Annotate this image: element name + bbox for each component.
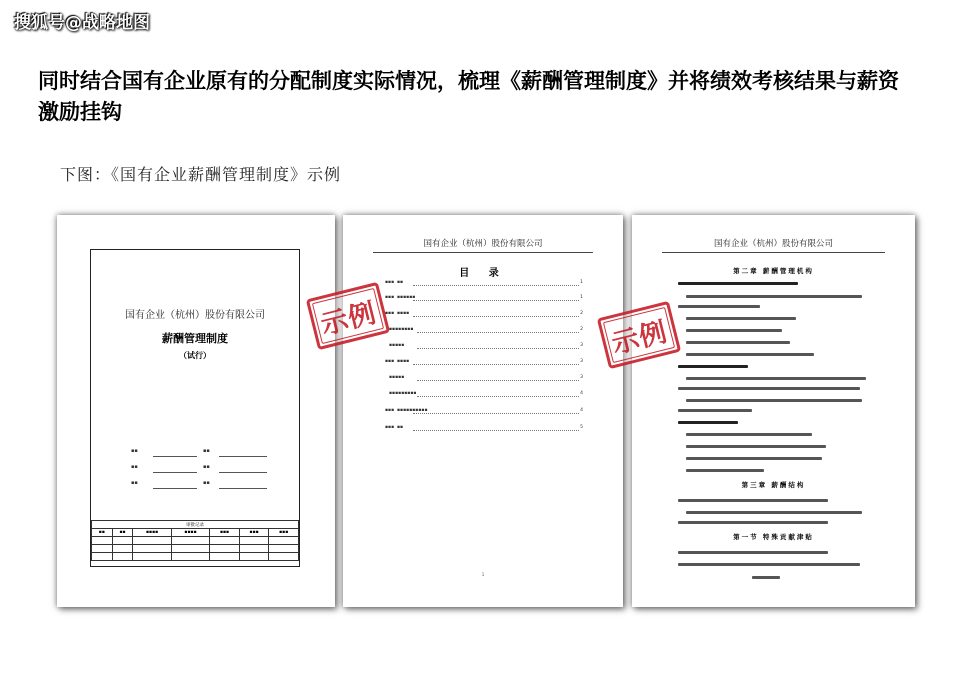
text-line (686, 377, 866, 380)
page-footer (752, 576, 780, 579)
toc-entry: ▪▪▪ ▪▪▪▪ 2 (385, 311, 583, 316)
text-line (678, 409, 752, 412)
text-line (686, 445, 826, 448)
cover-subtitle: （试行） (179, 350, 211, 360)
document-page-body (632, 215, 915, 607)
toc-entry: ▪▪▪▪▪ 3 (389, 343, 583, 348)
text-line (686, 457, 822, 460)
section-heading: 第三章 薪酬结构 (741, 481, 806, 489)
text-line (678, 421, 738, 424)
toc-entry: ▪▪▪ ▪▪▪▪▪▪▪▪▪▪ 4 (385, 408, 583, 413)
toc-entry: ▪▪▪▪▪▪▪▪▪ 4 (389, 391, 583, 396)
text-line (686, 317, 796, 320)
text-line (686, 329, 782, 332)
text-line (678, 551, 828, 554)
text-line (686, 511, 862, 514)
text-line (678, 521, 828, 524)
section-heading: 第二章 薪酬管理机构 (733, 267, 814, 275)
text-line (686, 353, 814, 356)
page-header: 国有企业（杭州）股份有限公司 (373, 237, 593, 253)
cover-title: 薪酬管理制度 (162, 332, 228, 345)
text-line (686, 341, 790, 344)
cover-company-name: 国有企业（杭州）股份有限公司 (125, 310, 265, 321)
toc-entry: ▪▪▪ ▪▪ 5 (385, 425, 583, 430)
text-line (678, 387, 860, 390)
toc-entry: ▪▪▪▪▪▪▪▪ 2 (389, 327, 583, 332)
text-line (678, 499, 828, 502)
text-line (686, 295, 862, 298)
sample-stamp: 示例 (597, 301, 681, 369)
page-number: 1 (481, 572, 485, 577)
section-heading: 第一节 特殊贡献津贴 (733, 533, 814, 541)
page-header: 国有企业（杭州）股份有限公司 (662, 237, 885, 253)
approval-table-title: 审批记录 (92, 521, 299, 529)
sample-stamp: 示例 (306, 282, 390, 350)
text-line (678, 563, 860, 566)
toc-entry: ▪▪▪ ▪▪ 1 (385, 280, 583, 285)
document-page-toc (343, 215, 623, 607)
toc-entry: ▪▪▪ ▪▪▪▪▪▪ 1 (385, 295, 583, 300)
watermark-text: 搜狐号@战略地图 (14, 13, 150, 33)
signature-row: ▪▪ ▪▪ (91, 464, 299, 476)
approval-record-table: 审批记录 ▪▪ ▪▪ ▪▪▪▪ ▪▪▪▪ ▪▪▪ ▪▪▪ ▪▪▪ (91, 520, 299, 561)
text-line (686, 433, 812, 436)
headline: 同时结合国有企业原有的分配制度实际情况，梳理《薪酬管理制度》并将绩效考核结果与薪资激励挂钩 (38, 69, 899, 124)
text-line (678, 305, 760, 308)
text-line (678, 365, 748, 368)
toc-title: 目 录 (459, 268, 507, 279)
cover-frame (90, 249, 300, 567)
document-page-cover (57, 215, 335, 607)
toc-entry: ▪▪▪▪▪ 3 (389, 375, 583, 380)
signature-row: ▪▪ ▪▪ (91, 448, 299, 460)
text-line (686, 469, 764, 472)
figure-caption: 下图：《国有企业薪酬管理制度》示例 (60, 165, 342, 184)
text-line (678, 282, 798, 285)
text-line (686, 399, 862, 402)
toc-entry: ▪▪▪ ▪▪▪▪ 3 (385, 359, 583, 364)
signature-row: ▪▪ ▪▪ (91, 480, 299, 492)
